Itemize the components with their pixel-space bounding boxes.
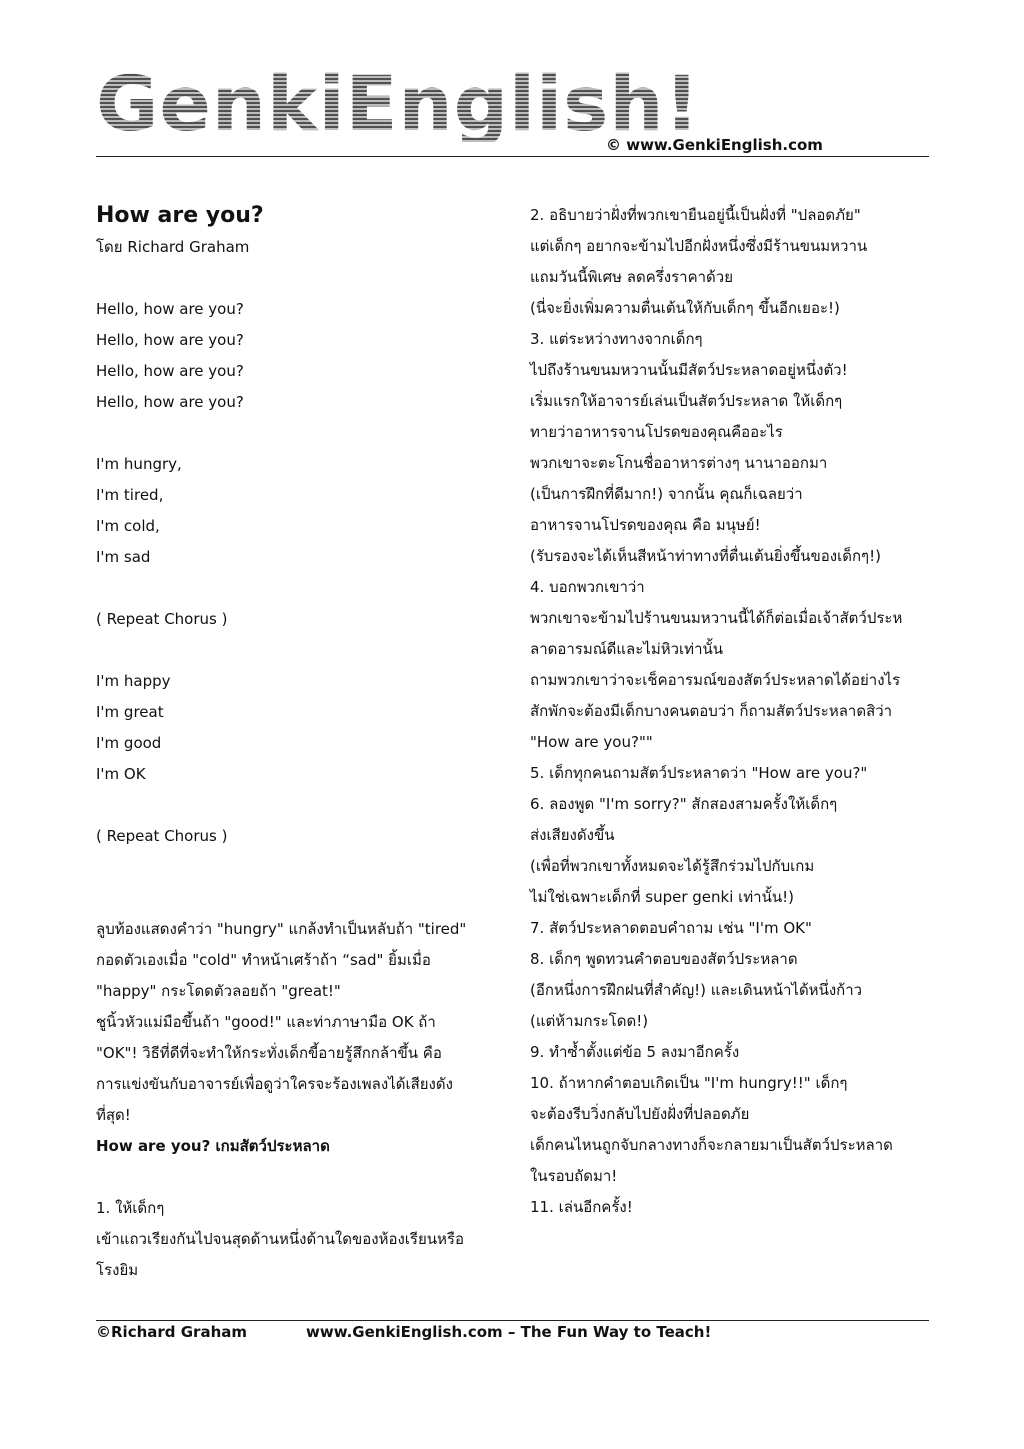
text-line: I'm sad	[96, 548, 151, 566]
text-line: แต่เด็กๆ อยากจะข้ามไปอีกฝั่งหนึ่งซึ่งมีร้านขนมหวาน	[530, 237, 868, 255]
text-line: 8. เด็กๆ พูดทวนคำตอบของสัตว์ประหลาด	[530, 950, 798, 968]
text-line: ที่สุด!	[96, 1106, 131, 1124]
text-line: เริ่มแรกให้อาจารย์เล่นเป็นสัตว์ประหลาด ให้เด็กๆ	[530, 392, 843, 410]
text-line: (เป็นการฝึกที่ดีมาก!) จากนั้น คุณก็เฉลยว่า	[530, 485, 803, 503]
text-line: Hello, how are you?	[96, 362, 244, 380]
text-line: (อีกหนึ่งการฝึกฝนที่สำคัญ!) และเดินหน้าได้หนึ่งก้าว	[530, 981, 863, 999]
text-line: โรงยิม	[96, 1261, 139, 1279]
text-line: พวกเขาจะข้ามไปร้านขนมหวานนี้ได้ก็ต่อเมื่อเจ้าสัตว์ประห	[530, 609, 903, 627]
footer-divider	[96, 1320, 929, 1321]
text-line: กอดตัวเองเมื่อ "cold" ทำหน้าเศร้าถ้า “sad" ยิ้มเมื่อ	[96, 951, 431, 969]
text-line: 6. ลองพูด "I'm sorry?" สักสองสามครั้งให้เด็กๆ	[530, 795, 838, 813]
blank-line	[96, 263, 516, 294]
text-line: พวกเขาจะตะโกนชื่ออาหารต่างๆ นานาออกมา	[530, 454, 828, 472]
text-line: I'm happy	[96, 672, 171, 690]
text-line: I'm OK	[96, 765, 146, 783]
text-line: (เพื่อที่พวกเขาทั้งหมดจะได้รู้สึกร่วมไปกับเกม	[530, 857, 815, 875]
song-title: How are you?	[96, 203, 264, 228]
blank-line	[96, 1162, 516, 1193]
text-line: Hello, how are you?	[96, 300, 244, 318]
blank-line	[96, 635, 516, 666]
text-line: ทายว่าอาหารจานโปรดของคุณคืออะไร	[530, 423, 783, 441]
text-line: 4. บอกพวกเขาว่า	[530, 578, 645, 596]
text-line: 7. สัตว์ประหลาดตอบคำถาม เช่น "I'm OK"	[530, 919, 812, 937]
text-line: "OK"! วิธีที่ดีที่จะทำให้กระทั่งเด็กขี้อายรู้สึกกล้าขึ้น คือ	[96, 1044, 442, 1062]
text-line: (แต่ห้ามกระโดด!)	[530, 1012, 649, 1030]
game-instructions-right	[530, 200, 930, 1223]
text-line: ไปถึงร้านขนมหวานนั้นมีสัตว์ประหลาดอยู่หนึ่งตัว!	[530, 361, 848, 379]
text-line: 2. อธิบายว่าฝั่งที่พวกเขายืนอยู่นี้เป็นฝั่งที่ "ปลอดภัย"	[530, 206, 861, 224]
text-line: จะต้องรีบวิ่งกลับไปยังฝั่งที่ปลอดภัย	[530, 1105, 750, 1123]
text-line: ( Repeat Chorus )	[96, 610, 228, 628]
text-line: (นี่จะยิ่งเพิ่มความตื่นเต้นให้กับเด็กๆ ขึ้นอีกเยอะ!)	[530, 299, 840, 317]
header-url: © www.GenkiEnglish.com	[606, 136, 823, 154]
text-line: ในรอบถัดมา!	[530, 1167, 618, 1185]
header-divider	[96, 156, 929, 157]
genki-english-logo: GenkiEnglish!	[96, 59, 701, 148]
text-line: ลาดอารมณ์ดีและไม่หิวเท่านั้น	[530, 640, 723, 658]
text-line: I'm great	[96, 703, 164, 721]
text-line: อาหารจานโปรดของคุณ คือ มนุษย์!	[530, 516, 761, 534]
song-author: โดย Richard Graham	[96, 238, 250, 256]
blank-line	[96, 883, 516, 914]
text-line: ไม่ใช่เฉพาะเด็กที่ super genki เท่านั้น!)	[530, 888, 794, 906]
footer-tagline: www.GenkiEnglish.com – The Fun Way to Teach!	[306, 1323, 712, 1341]
footer-copyright: ©Richard Graham	[96, 1323, 248, 1341]
left-column	[96, 200, 516, 1286]
game-title: How are you? เกมสัตว์ประหลาด	[96, 1137, 330, 1155]
text-line: I'm good	[96, 734, 162, 752]
text-line: เด็กคนไหนถูกจับกลางทางก็จะกลายมาเป็นสัตว์ประหลาด	[530, 1136, 893, 1154]
text-line: สักพักจะต้องมีเด็กบางคนตอบว่า ก็ถามสัตว์ประหลาดสิว่า	[530, 702, 893, 720]
text-line: ส่งเสียงดังขึ้น	[530, 826, 615, 844]
text-line: I'm hungry,	[96, 455, 182, 473]
text-line: 9. ทำซ้ำตั้งแต่ข้อ 5 ลงมาอีกครั้ง	[530, 1043, 740, 1061]
text-line: 1. ให้เด็กๆ	[96, 1199, 165, 1217]
text-line: 3. แต่ระหว่างทางจากเด็กๆ	[530, 330, 703, 348]
blank-line	[96, 418, 516, 449]
text-line: 11. เล่นอีกครั้ง!	[530, 1198, 633, 1216]
text-line: 10. ถ้าหากคำตอบเกิดเป็น "I'm hungry!!" เด็กๆ	[530, 1074, 848, 1092]
song-lyrics	[96, 263, 516, 1131]
text-line: Hello, how are you?	[96, 331, 244, 349]
blank-line	[96, 573, 516, 604]
text-line: ลูบท้องแสดงคำว่า "hungry" แกล้งทำเป็นหลับถ้า "tired"	[96, 920, 467, 938]
blank-line	[96, 790, 516, 821]
text-line: แถมวันนี้พิเศษ ลดครึ่งราคาด้วย	[530, 268, 733, 286]
text-line: ชูนิ้วหัวแม่มือขึ้นถ้า "good!" และท่าภาษามือ OK ถ้า	[96, 1013, 436, 1031]
text-line: 5. เด็กทุกคนถามสัตว์ประหลาดว่า "How are you?"	[530, 764, 868, 782]
text-line: Hello, how are you?	[96, 393, 244, 411]
right-column	[530, 200, 930, 1223]
text-line: การแข่งขันกับอาจารย์เพื่อดูว่าใครจะร้องเพลงได้เสียงดัง	[96, 1075, 453, 1093]
text-line: ( Repeat Chorus )	[96, 827, 228, 845]
text-line: (รับรองจะได้เห็นสีหน้าท่าทางที่ตื่นเต้นยิ่งขึ้นของเด็กๆ!)	[530, 547, 881, 565]
text-line: I'm cold,	[96, 517, 160, 535]
blank-line	[96, 852, 516, 883]
text-line: "How are you?""	[530, 733, 653, 751]
game-instructions-left	[96, 1162, 516, 1286]
text-line: เข้าแถวเรียงกันไปจนสุดด้านหนึ่งด้านใดของห้องเรียนหรือ	[96, 1230, 464, 1248]
text-line: I'm tired,	[96, 486, 164, 504]
text-line: ถามพวกเขาว่าจะเช็คอารมณ์ของสัตว์ประหลาดได้อย่างไร	[530, 671, 901, 689]
text-line: "happy" กระโดดตัวลอยถ้า "great!"	[96, 982, 341, 1000]
